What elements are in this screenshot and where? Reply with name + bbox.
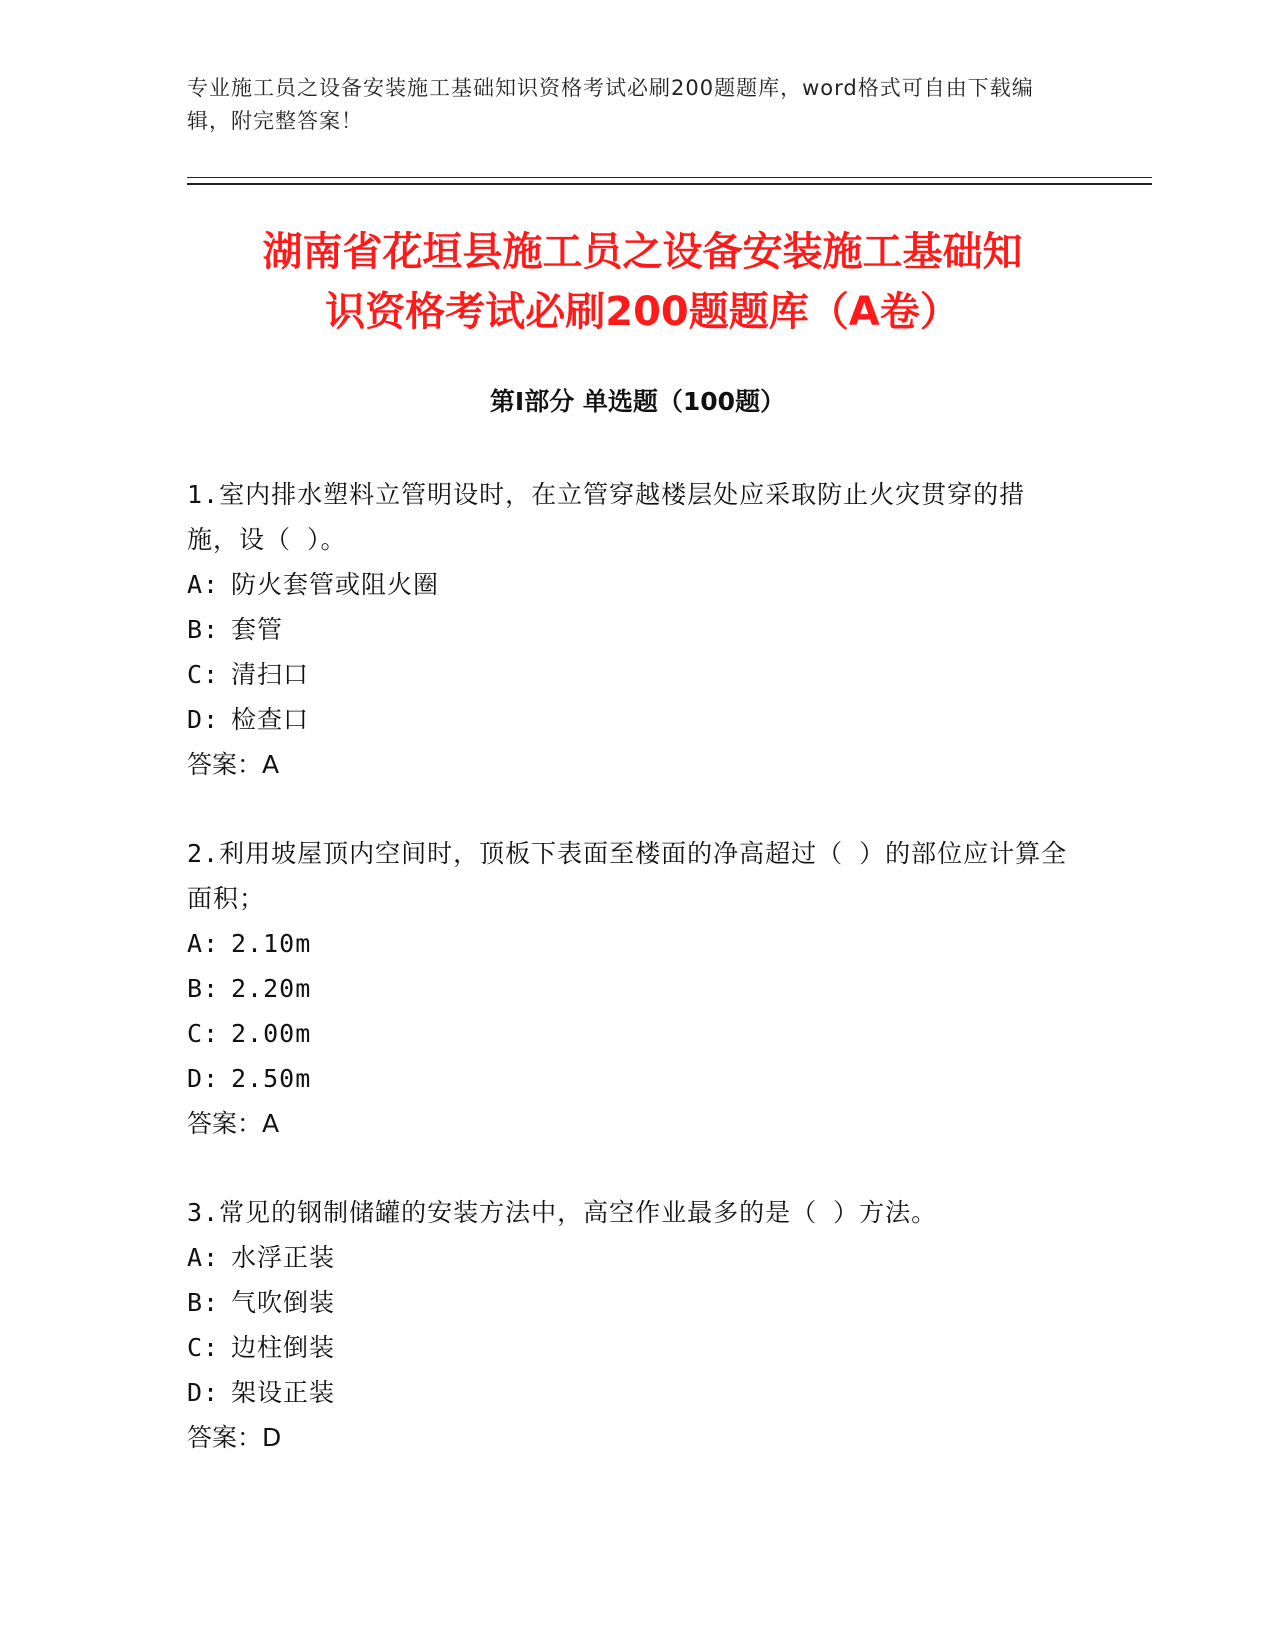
option-key: B: [187, 974, 220, 1003]
section-title: 第Ⅰ部分 单选题（100题） [489, 387, 786, 416]
option-c [187, 1325, 1077, 1370]
question-1 [187, 472, 1077, 787]
option-key: A: [187, 570, 220, 599]
option-text: 2.00m [231, 1019, 312, 1048]
answer-line [187, 1415, 1077, 1460]
option-a [187, 1235, 1077, 1280]
option-key: D: [187, 1064, 220, 1093]
option-text: 水浮正装 [231, 1243, 336, 1272]
option-key: A: [187, 1243, 220, 1272]
option-text: 2.50m [231, 1064, 312, 1093]
option-a [187, 921, 1077, 966]
option-key: C: [187, 1333, 220, 1362]
answer-label: 答案： [187, 1423, 263, 1452]
option-key: D: [187, 705, 220, 734]
option-c [187, 652, 1077, 697]
option-d [187, 1056, 1077, 1101]
option-key: C: [187, 1019, 220, 1048]
option-key: A: [187, 929, 220, 958]
answer-line [187, 742, 1077, 787]
option-b [187, 607, 1077, 652]
document-title [150, 222, 1135, 342]
option-text: 套管 [231, 615, 284, 644]
option-text: 防火套管或阻火圈 [231, 570, 440, 599]
question-2 [187, 831, 1077, 1146]
question-stem: 1.室内排水塑料立管明设时，在立管穿越楼层处应采取防止火灾贯穿的措施，设（ ）。 [187, 480, 1026, 554]
option-c [187, 1011, 1077, 1056]
document-title-line-2: 识资格考试必刷200题题库（A卷） [325, 289, 960, 335]
option-key: C: [187, 660, 220, 689]
document-title-line-1: 湖南省花垣县施工员之设备安装施工基础知 [262, 229, 1023, 275]
answer-value: D [262, 1423, 282, 1452]
option-text: 边柱倒装 [231, 1333, 336, 1362]
option-text: 2.20m [231, 974, 312, 1003]
question-list [187, 472, 1077, 1504]
question-stem: 3.常见的钢制储罐的安装方法中，高空作业最多的是（ ）方法。 [187, 1198, 938, 1227]
answer-value: A [262, 1109, 280, 1138]
answer-value: A [262, 750, 280, 779]
option-text: 2.10m [231, 929, 312, 958]
option-text: 检查口 [231, 705, 310, 734]
answer-label: 答案： [187, 1109, 263, 1138]
answer-line [187, 1101, 1077, 1146]
option-text: 架设正装 [231, 1378, 336, 1407]
option-key: B: [187, 615, 220, 644]
option-a [187, 562, 1077, 607]
header-divider-thick [187, 183, 1152, 185]
option-key: B: [187, 1288, 220, 1317]
option-b [187, 1280, 1077, 1325]
question-stem: 2.利用坡屋顶内空间时，顶板下表面至楼面的净高超过（ ）的部位应计算全面积； [187, 839, 1068, 913]
option-d [187, 697, 1077, 742]
option-b [187, 966, 1077, 1011]
question-3 [187, 1190, 1077, 1460]
header-divider-thin [187, 177, 1152, 178]
option-text: 清扫口 [231, 660, 310, 689]
option-key: D: [187, 1378, 220, 1407]
option-text: 气吹倒装 [231, 1288, 336, 1317]
option-d [187, 1370, 1077, 1415]
answer-label: 答案： [187, 750, 263, 779]
header-note: 专业施工员之设备安装施工基础知识资格考试必刷200题题库，word格式可自由下载编辑，附完整答案！ [187, 76, 1034, 133]
